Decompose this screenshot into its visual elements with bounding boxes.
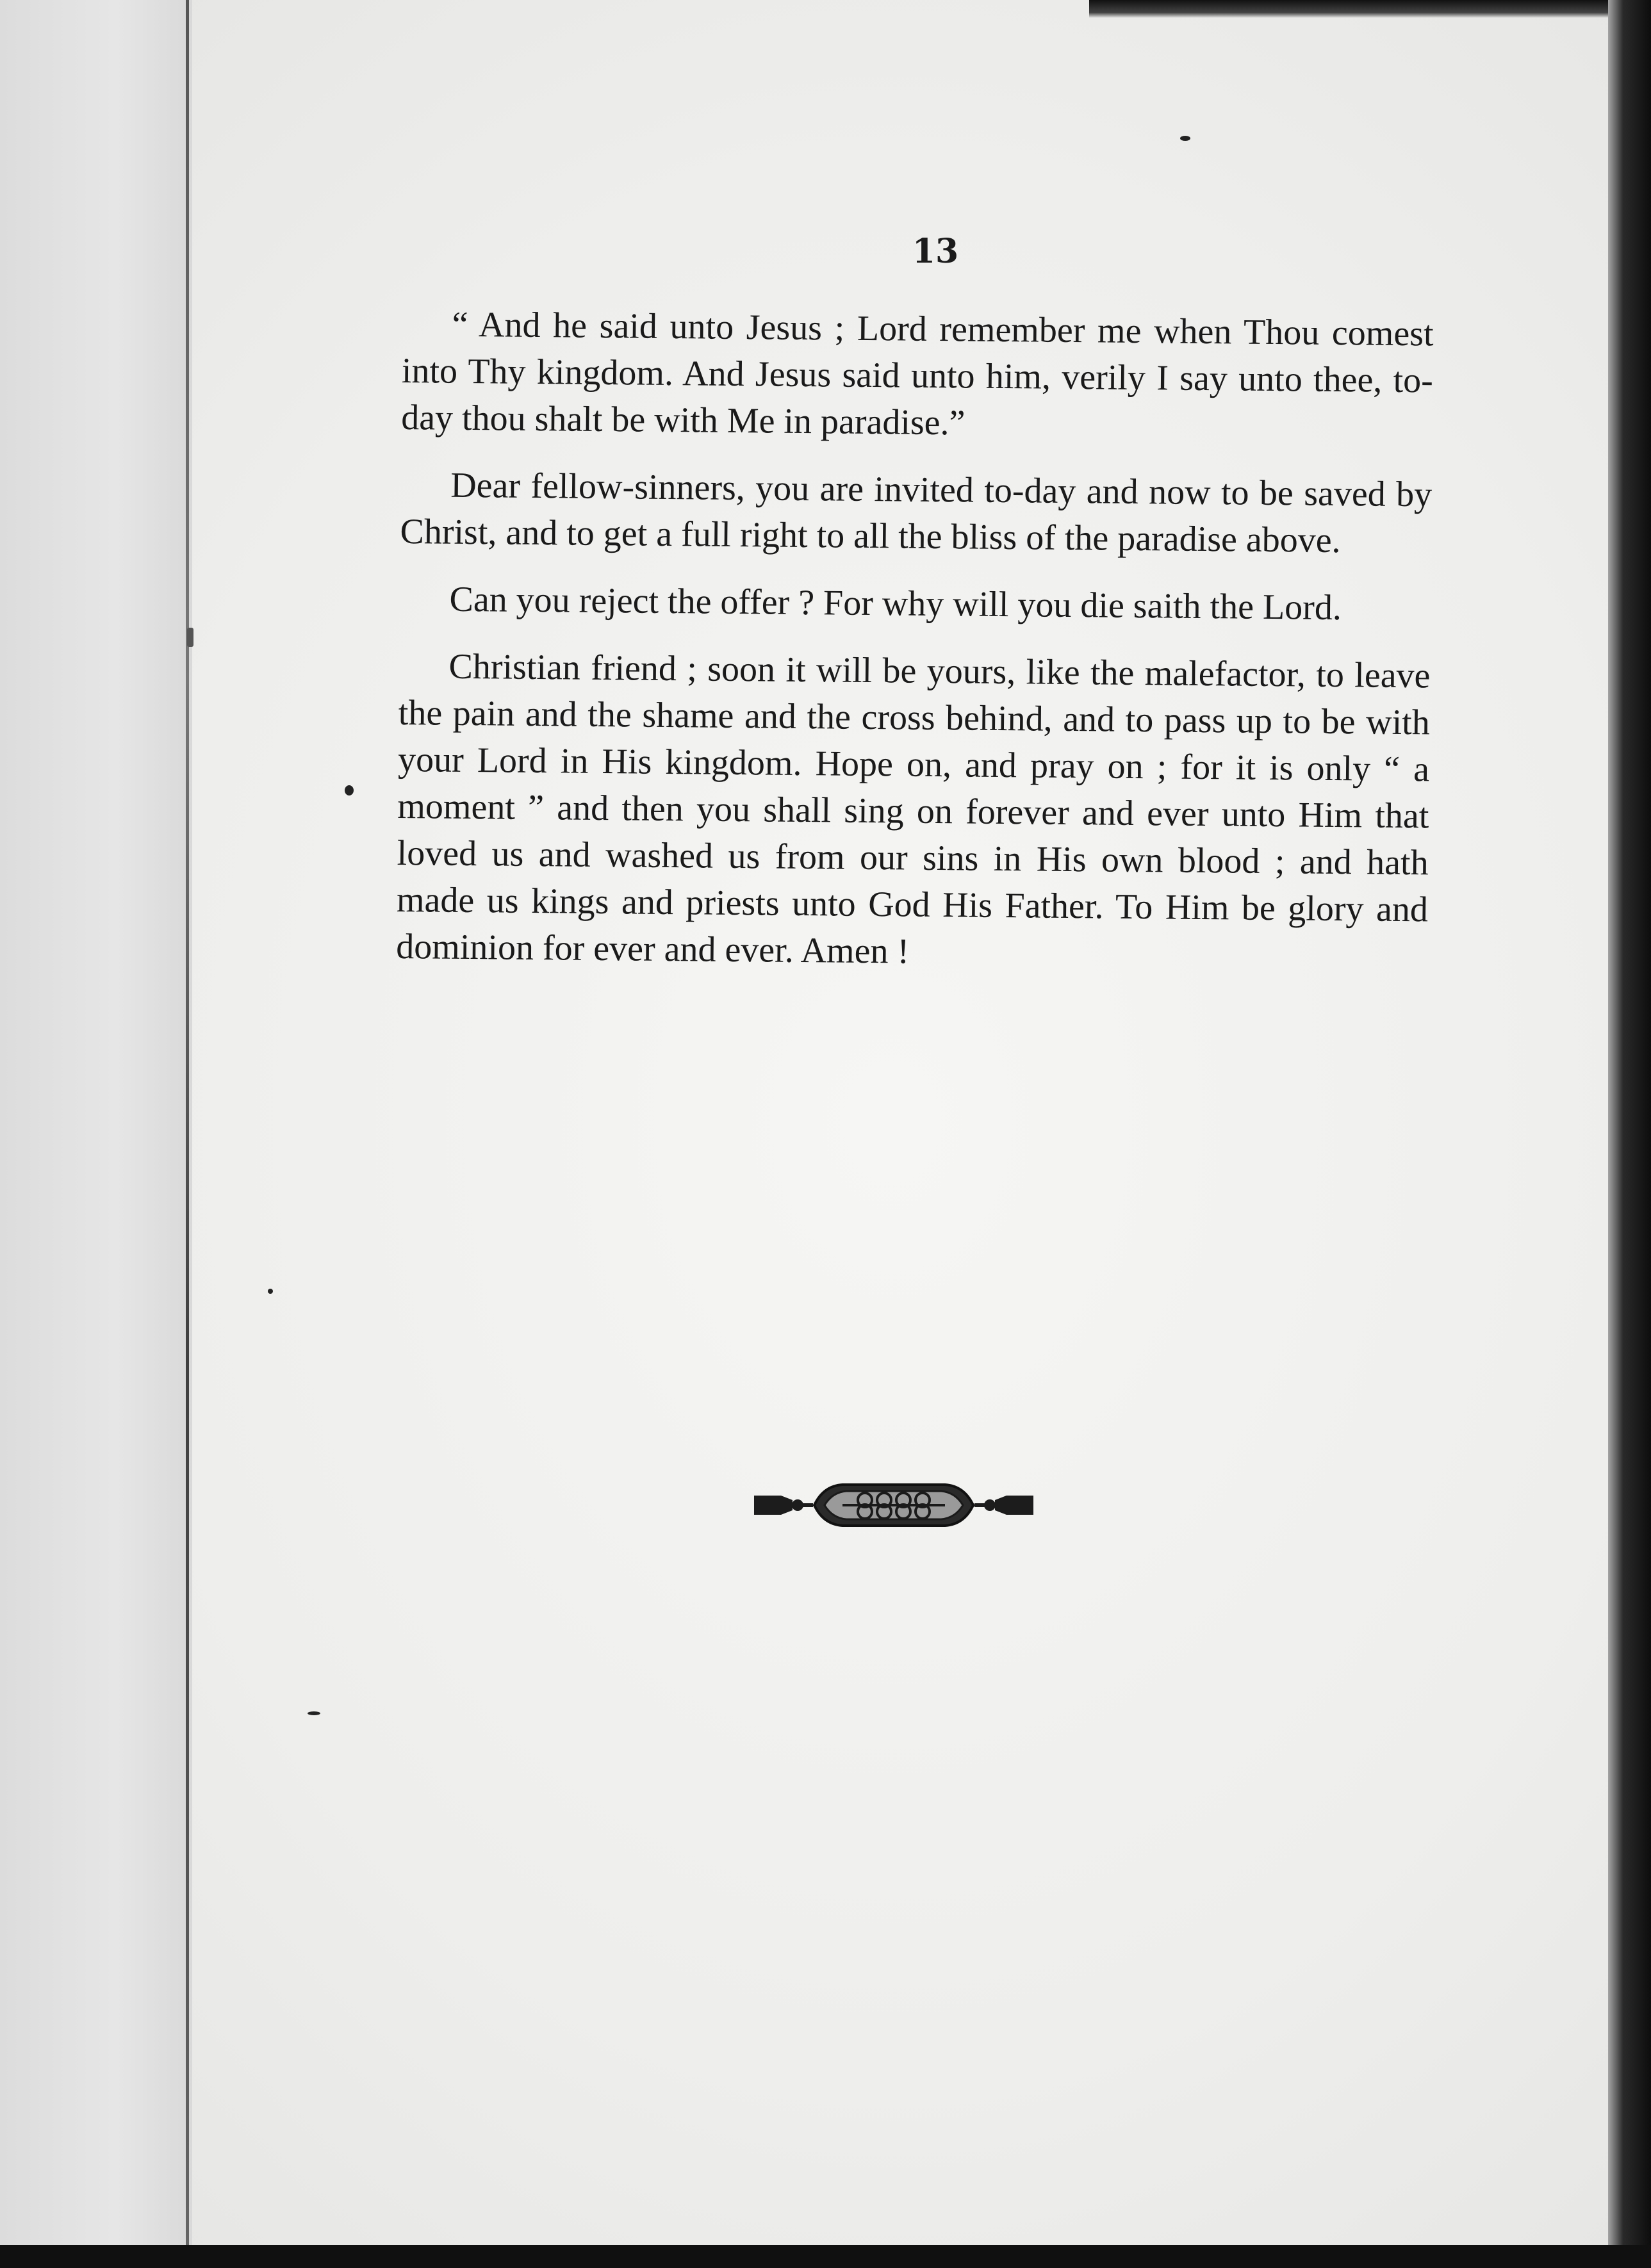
ink-speck	[1180, 136, 1190, 141]
paragraph-exhortation: Christian friend ; soon it will be yours, like the malefactor, to leave the pain and the shame and the cross behind, and to pass up to be with your Lord in His kingdom. Hope on, and pray on ; for it is only “ a moment ” and then you shall sing on forever and ever unto Him that loved us and washed us from our sins in His own blood ; and hath made us kings and priests unto God His Father. To Him be glory and dominion for ever and ever. Amen !	[396, 646, 1431, 972]
bottom-scan-edge	[0, 2245, 1651, 2268]
right-scan-edge	[1608, 0, 1651, 2268]
paragraph-quotation: “ And he said unto Jesus ; Lord remember me when Thou comest into Thy kingdom. And Jesus said unto him, verily I say unto thee, to-day thou shalt be with Me in paradise.”	[400, 304, 1434, 443]
ink-speck	[268, 1289, 273, 1294]
binding-margin	[0, 0, 192, 2268]
ink-speck	[345, 785, 354, 795]
top-scan-edge	[1089, 0, 1651, 18]
tasseled-scroll-ornament-icon	[753, 1467, 1035, 1544]
ink-speck	[187, 628, 193, 647]
paragraph-invitation: Dear fellow-sinners, you are invited to-day and now to be saved by Christ, and to get a full right to all the bliss of the paradise above.	[400, 465, 1433, 561]
page-number: 13	[912, 232, 959, 271]
body-text	[396, 301, 1434, 1000]
ink-speck	[308, 1711, 320, 1715]
paragraph-question: Can you reject the offer ? For why will you die saith the Lord.	[449, 579, 1342, 628]
page-fold-line	[186, 0, 189, 2268]
